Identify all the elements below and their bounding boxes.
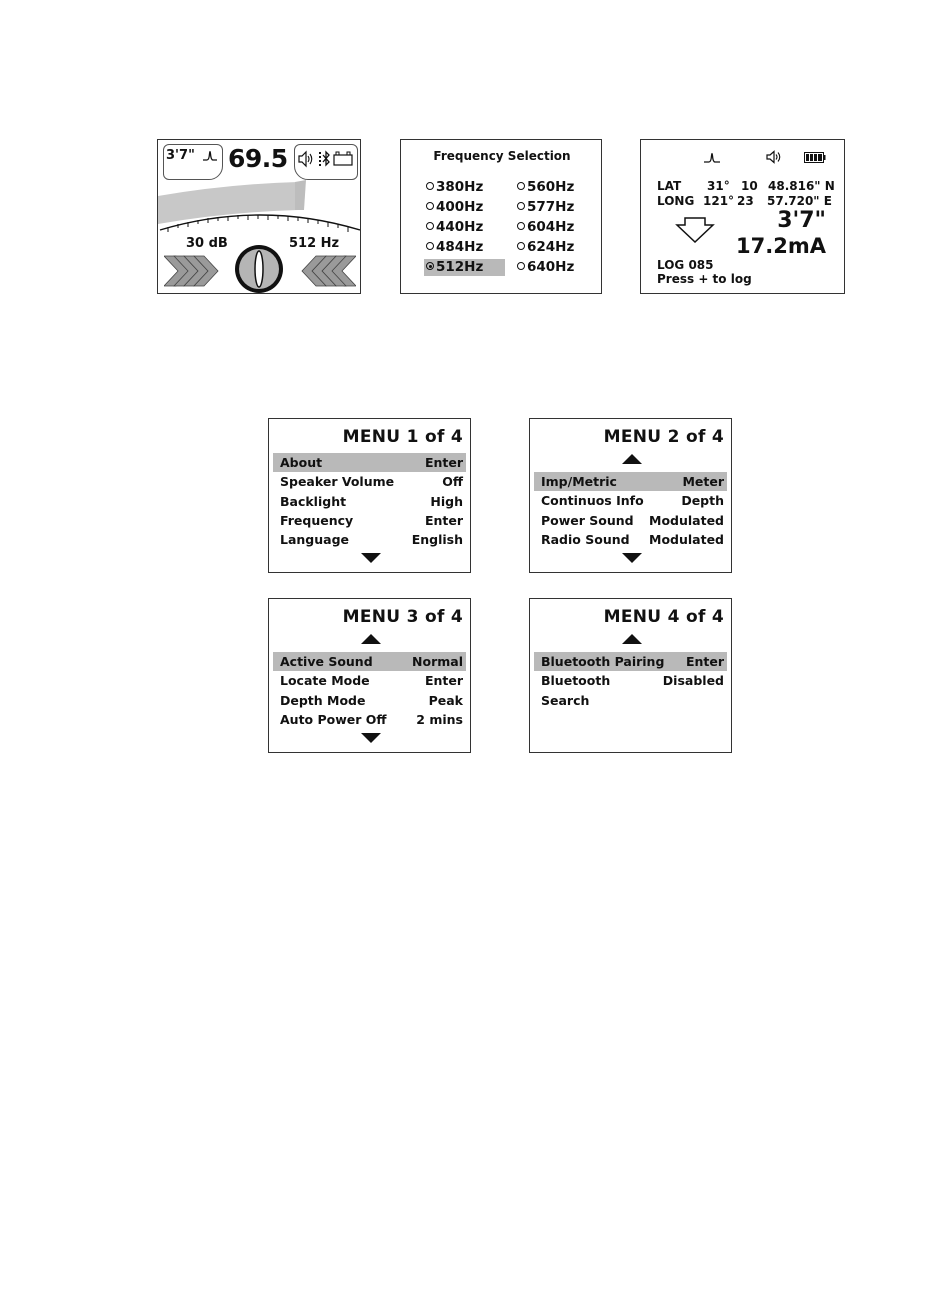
scroll-down-icon[interactable] <box>361 733 381 743</box>
bluetooth-icon <box>319 152 329 166</box>
battery-icon <box>334 152 352 165</box>
menu-item-active-sound[interactable]: Active Sound Normal <box>273 652 466 671</box>
peak-mode-icon <box>703 150 721 164</box>
radio-button-icon <box>426 202 434 210</box>
radio-button-icon <box>426 222 434 230</box>
menu-item-locate-mode[interactable]: Locate Mode Enter <box>280 673 463 689</box>
lat-seconds: 48.816" N <box>768 179 835 193</box>
frequency-option[interactable]: 577Hz <box>517 199 574 216</box>
menu-title: MENU 4 of 4 <box>603 607 724 627</box>
menu-item-imp-metric[interactable]: Imp/Metric Meter <box>534 472 727 491</box>
menu-item-speaker-volume[interactable]: Speaker Volume Off <box>280 474 463 490</box>
scroll-up-icon[interactable] <box>622 634 642 644</box>
down-arrow-icon <box>675 217 715 243</box>
right-guidance-arrows-icon <box>298 254 356 288</box>
radio-button-icon <box>426 182 434 190</box>
menu-item-backlight[interactable]: Backlight High <box>280 493 463 509</box>
frequency-selection-screen <box>400 139 602 294</box>
radio-button-icon <box>517 242 525 250</box>
long-degrees: 121° <box>703 194 735 208</box>
status-icons <box>296 149 356 169</box>
compass-icon <box>230 244 288 294</box>
frequency-option[interactable]: 640Hz <box>517 259 574 276</box>
frequency-option[interactable]: 400Hz <box>426 199 483 216</box>
radio-button-selected-icon <box>426 262 434 270</box>
frequency-option[interactable]: 560Hz <box>517 179 574 196</box>
radio-button-icon <box>517 202 525 210</box>
log-number: LOG 085 <box>657 258 714 272</box>
radio-button-icon <box>517 182 525 190</box>
frequency-selection-title: Frequency Selection <box>433 149 571 163</box>
frequency-option[interactable]: 484Hz <box>426 239 483 256</box>
menu-item-depth-mode[interactable]: Depth Mode Peak <box>280 692 463 708</box>
frequency-option[interactable]: 380Hz <box>426 179 483 196</box>
menu-2-screen <box>529 418 732 573</box>
long-minutes: 23 <box>737 194 754 208</box>
frequency-option[interactable]: 604Hz <box>517 219 574 236</box>
log-hint: Press + to log <box>657 272 752 286</box>
lat-minutes: 10 <box>741 179 758 193</box>
gain-readout: 30 dB <box>186 236 228 251</box>
signal-strength: 69.5 <box>228 144 288 173</box>
long-label: LONG <box>657 194 695 208</box>
menu-title: MENU 2 of 4 <box>603 427 724 447</box>
menu-1-screen <box>268 418 471 573</box>
lat-degrees: 31° <box>707 179 730 193</box>
menu-item-bluetooth-search[interactable]: Bluetooth Search Disabled <box>541 673 724 708</box>
locate-screen <box>157 139 361 294</box>
scroll-up-icon[interactable] <box>361 634 381 644</box>
menu-4-screen <box>529 598 732 753</box>
radio-button-icon <box>426 242 434 250</box>
frequency-option[interactable]: 624Hz <box>517 239 574 256</box>
menu-title: MENU 3 of 4 <box>342 607 463 627</box>
depth-readout: 3'7" <box>166 148 195 163</box>
radio-button-icon <box>517 222 525 230</box>
radio-button-icon <box>517 262 525 270</box>
long-seconds: 57.720" E <box>767 194 832 208</box>
menu-item-bluetooth-pairing[interactable]: Bluetooth Pairing Enter <box>534 652 727 671</box>
speaker-icon <box>765 150 783 164</box>
current-readout: 17.2mA <box>736 234 826 258</box>
speaker-icon <box>299 152 312 166</box>
menu-item-frequency[interactable]: Frequency Enter <box>280 512 463 528</box>
frequency-option[interactable]: 440Hz <box>426 219 483 236</box>
menu-item-auto-power-off[interactable]: Auto Power Off 2 mins <box>280 711 463 727</box>
frequency-readout: 512 Hz <box>289 236 340 251</box>
battery-icon <box>804 152 826 163</box>
frequency-option-selected[interactable]: 512Hz <box>424 259 505 276</box>
left-guidance-arrows-icon <box>164 254 222 288</box>
peak-mode-icon <box>202 148 218 162</box>
scroll-up-icon[interactable] <box>622 454 642 464</box>
scroll-down-icon[interactable] <box>361 553 381 563</box>
menu-item-language[interactable]: Language English <box>280 532 463 548</box>
menu-item-power-sound[interactable]: Power Sound Modulated <box>541 512 724 528</box>
menu-item-about[interactable]: About Enter <box>273 453 466 472</box>
lat-label: LAT <box>657 179 682 193</box>
menu-3-screen <box>268 598 471 753</box>
depth-readout: 3'7" <box>777 208 826 233</box>
menu-title: MENU 1 of 4 <box>342 427 463 447</box>
scroll-down-icon[interactable] <box>622 553 642 563</box>
menu-item-continuos-info[interactable]: Continuos Info Depth <box>541 493 724 509</box>
info-screen <box>640 139 845 294</box>
menu-item-radio-sound[interactable]: Radio Sound Modulated <box>541 531 724 547</box>
